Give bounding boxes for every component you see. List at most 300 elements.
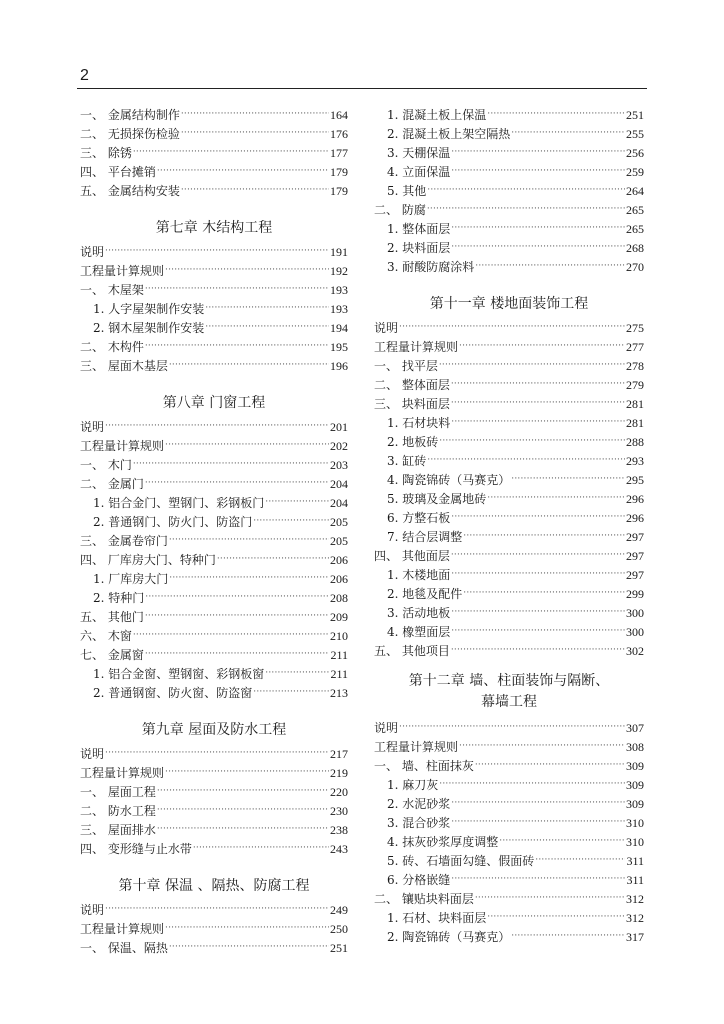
toc-entry-title: 一、 墙、柱面抹灰: [374, 759, 474, 773]
dot-leader: [511, 473, 625, 485]
dot-leader: [145, 477, 329, 489]
toc-entry: [374, 142, 644, 161]
toc-entry-page: 191: [330, 245, 348, 259]
dot-leader: [169, 941, 329, 953]
toc-entry: [374, 831, 644, 850]
toc-entry-title: 2. 普通钢窗、防火窗、防盗窗: [93, 686, 253, 700]
toc-entry-page: 297: [626, 549, 644, 563]
toc-entry-page: 206: [330, 553, 348, 567]
toc-entry-page: 293: [626, 454, 644, 468]
toc-entry-title: 一、 找平层: [374, 359, 438, 373]
toc-entry-page: 201: [330, 420, 348, 434]
toc-entry-title: 五、 其他门: [80, 610, 144, 624]
toc-entry: [374, 374, 644, 393]
toc-entry: [374, 621, 644, 640]
dot-leader: [427, 203, 625, 215]
toc-entry-title: 2. 水泥砂浆: [387, 797, 451, 811]
toc-entry-title: 5. 砖、石墙面勾缝、假面砖: [387, 854, 535, 868]
toc-entry: [374, 256, 644, 275]
toc-entry: [80, 511, 348, 530]
toc-entry: [374, 317, 644, 336]
toc-entry-title: 说明: [80, 903, 105, 917]
toc-entry: [80, 142, 348, 161]
toc-entry-title: 三、 屋面木基层: [80, 359, 168, 373]
dot-leader: [399, 721, 625, 733]
toc-entry-page: 296: [626, 492, 644, 506]
toc-entry-page: 300: [626, 625, 644, 639]
toc-entry: [80, 663, 348, 682]
toc-entry-title: 1. 石材、块料面层: [387, 911, 487, 925]
chapter-heading: [374, 671, 644, 717]
toc-block: [80, 416, 348, 701]
toc-entry: [374, 507, 644, 526]
dot-leader: [181, 108, 329, 120]
toc-entry-page: 300: [626, 606, 644, 620]
toc-entry: [80, 838, 348, 857]
dot-leader: [427, 184, 625, 196]
toc-entry-title: 四、 其他面层: [374, 549, 450, 563]
toc-entry-title: 1. 整体面层: [387, 222, 451, 236]
dot-leader: [535, 854, 625, 866]
toc-entry-title: 2. 混凝土板上架空隔热: [387, 127, 511, 141]
dot-leader: [511, 930, 625, 942]
toc-block: [80, 899, 348, 956]
chapter-heading: 第七章 木结构工程: [155, 220, 273, 236]
toc-entry-page: 270: [626, 260, 644, 274]
toc-entry: [80, 937, 348, 956]
toc-entry-page: 309: [626, 797, 644, 811]
toc-entry: [374, 640, 644, 659]
toc-entry-title: 说明: [80, 245, 105, 259]
toc-block: [374, 104, 644, 275]
toc-entry: [374, 412, 644, 431]
toc-entry-title: 4. 橡塑面层: [387, 625, 451, 639]
toc-entry: [80, 298, 348, 317]
toc-entry: [80, 416, 348, 435]
toc-entry-page: 302: [626, 644, 644, 658]
toc-entry-title: 4. 抹灰砂浆厚度调整: [387, 835, 499, 849]
dot-leader: [451, 816, 625, 828]
toc-entry-page: 249: [330, 903, 348, 917]
toc-entry-page: 281: [626, 397, 644, 411]
toc-left-column: [80, 104, 348, 956]
toc-entry-page: 256: [626, 146, 644, 160]
toc-entry-title: 二、 无损探伤检验: [80, 127, 180, 141]
dot-leader: [439, 359, 625, 371]
dot-leader: [169, 359, 329, 371]
dot-leader: [157, 165, 329, 177]
toc-entry: [80, 180, 348, 199]
toc-entry-title: 1. 石材块料: [387, 416, 451, 430]
toc-entry-page: 265: [626, 222, 644, 236]
toc-entry-page: 250: [330, 922, 348, 936]
dot-leader: [475, 892, 625, 904]
toc-entry-title: 1. 混凝土板上保温: [387, 108, 487, 122]
dot-leader: [487, 911, 625, 923]
toc-entry: [80, 800, 348, 819]
toc-entry: [374, 393, 644, 412]
dot-leader: [157, 823, 329, 835]
toc-entry-page: 211: [330, 667, 348, 681]
toc-entry-title: 1. 厂库房大门: [93, 572, 169, 586]
dot-leader: [165, 264, 329, 276]
dot-leader: [181, 127, 329, 139]
toc-entry-title: 5. 玻璃及金属地砖: [387, 492, 487, 506]
toc-entry-title: 工程量计算规则: [80, 922, 165, 936]
dot-leader: [165, 439, 329, 451]
dot-leader: [451, 797, 625, 809]
toc-entry: [374, 123, 644, 142]
toc-entry-page: 295: [626, 473, 644, 487]
dot-leader: [133, 458, 329, 470]
toc-entry-title: 二、 金属门: [80, 477, 144, 491]
toc-entry-title: 五、 金属结构安装: [80, 184, 180, 198]
toc-entry-page: 251: [330, 941, 348, 955]
toc-entry: [80, 530, 348, 549]
dot-leader: [145, 283, 329, 295]
toc-entry: [374, 850, 644, 869]
toc-entry: [374, 583, 644, 602]
toc-entry-page: 164: [330, 108, 348, 122]
toc-entry-page: 309: [626, 778, 644, 792]
dot-leader: [451, 873, 625, 885]
toc-entry-page: 288: [626, 435, 644, 449]
toc-entry: [374, 237, 644, 256]
toc-entry-page: 208: [330, 591, 348, 605]
header-rule: [77, 88, 647, 89]
dot-leader: [511, 127, 625, 139]
toc-entry-page: 219: [330, 766, 348, 780]
toc-block: [80, 241, 348, 374]
toc-entry: [374, 774, 644, 793]
toc-entry-page: 281: [626, 416, 644, 430]
toc-entry: [374, 545, 644, 564]
toc-entry-page: 277: [626, 340, 644, 354]
dot-leader: [459, 340, 625, 352]
toc-entry: [80, 606, 348, 625]
dot-leader: [451, 568, 625, 580]
toc-entry-page: 213: [330, 686, 348, 700]
dot-leader: [451, 222, 625, 234]
dot-leader: [439, 778, 625, 790]
dot-leader: [253, 686, 329, 698]
dot-leader: [105, 747, 329, 759]
dot-leader: [193, 842, 329, 854]
toc-entry-title: 一、 木屋架: [80, 283, 144, 297]
toc-entry-title: 7. 结合层调整: [387, 530, 463, 544]
toc-entry-title: 六、 木窗: [80, 629, 132, 643]
toc-entry-page: 268: [626, 241, 644, 255]
toc-entry: [80, 899, 348, 918]
toc-entry-page: 312: [626, 911, 644, 925]
dot-leader: [451, 511, 625, 523]
toc-entry-page: 209: [330, 610, 348, 624]
toc-entry-page: 203: [330, 458, 348, 472]
toc-entry: [374, 355, 644, 374]
toc-entry-title: 6. 分格嵌缝: [387, 873, 451, 887]
chapter-heading-line: 第十二章 墙、柱面装饰与隔断、: [408, 673, 610, 689]
toc-entry-page: 192: [330, 264, 348, 278]
chapter-heading: 第十章 保温 、隔热、防腐工程: [118, 878, 310, 894]
toc-block: [374, 317, 644, 659]
toc-entry-title: 5. 其他: [387, 184, 427, 198]
chapter-heading-line: 幕墙工程: [481, 694, 537, 710]
dot-leader: [427, 454, 625, 466]
toc-entry-title: 2. 地毯及配件: [387, 587, 463, 601]
toc-entry-title: 6. 方整石板: [387, 511, 451, 525]
toc-entry-title: 说明: [80, 420, 105, 434]
toc-entry-title: 四、 厂库房大门、特种门: [80, 553, 216, 567]
toc-entry: [374, 736, 644, 755]
toc-entry-title: 二、 防腐: [374, 203, 426, 217]
toc-entry-page: 193: [330, 302, 348, 316]
dot-leader: [451, 146, 625, 158]
toc-entry-title: 4. 立面保温: [387, 165, 451, 179]
dot-leader: [217, 553, 329, 565]
toc-entry-page: 259: [626, 165, 644, 179]
toc-entry-page: 177: [330, 146, 348, 160]
toc-entry: [374, 564, 644, 583]
toc-entry: [374, 926, 644, 945]
dot-leader: [145, 340, 329, 352]
toc-entry-title: 二、 防水工程: [80, 804, 156, 818]
toc-entry-page: 205: [330, 534, 348, 548]
toc-entry-page: 179: [330, 184, 348, 198]
toc-entry: [80, 644, 348, 663]
toc-entry-page: 195: [330, 340, 348, 354]
toc-entry-title: 工程量计算规则: [80, 264, 165, 278]
toc-entry-title: 3. 混合砂浆: [387, 816, 451, 830]
toc-entry-title: 2. 块料面层: [387, 241, 451, 255]
dot-leader: [157, 785, 329, 797]
toc-entry-page: 297: [626, 568, 644, 582]
toc-entry-page: 279: [626, 378, 644, 392]
dot-leader: [451, 378, 625, 390]
toc-entry-title: 2. 陶瓷锦砖（马赛克）: [387, 930, 511, 944]
toc-entry-title: 三、 除锈: [80, 146, 132, 160]
toc-entry-title: 工程量计算规则: [80, 766, 165, 780]
toc-entry-title: 二、 整体面层: [374, 378, 450, 392]
toc-entry-page: 206: [330, 572, 348, 586]
toc-entry-title: 二、 镶贴块料面层: [374, 892, 474, 906]
dot-leader: [145, 610, 329, 622]
toc-entry-page: 309: [626, 759, 644, 773]
toc-entry-title: 1. 麻刀灰: [387, 778, 439, 792]
toc-entry-title: 2. 特种门: [93, 591, 145, 605]
toc-entry-page: 210: [330, 629, 348, 643]
toc-entry-title: 3. 耐酸防腐涂料: [387, 260, 475, 274]
toc-entry: [374, 488, 644, 507]
toc-entry: [80, 682, 348, 701]
dot-leader: [451, 416, 625, 428]
toc-entry: [374, 526, 644, 545]
toc-entry: [80, 260, 348, 279]
toc-entry-title: 一、 木门: [80, 458, 132, 472]
toc-entry: [80, 625, 348, 644]
dot-leader: [463, 530, 625, 542]
dot-leader: [439, 435, 625, 447]
toc-entry-page: 317: [626, 930, 644, 944]
dot-leader: [165, 922, 329, 934]
dot-leader: [451, 397, 625, 409]
toc-entry-page: 299: [626, 587, 644, 601]
toc-entry-title: 一、 屋面工程: [80, 785, 156, 799]
dot-leader: [145, 591, 329, 603]
dot-leader: [205, 302, 329, 314]
toc-entry: [80, 279, 348, 298]
dot-leader: [451, 241, 625, 253]
toc-entry: [80, 568, 348, 587]
toc-entry-title: 四、 变形缝与止水带: [80, 842, 192, 856]
toc-entry-title: 3. 活动地板: [387, 606, 451, 620]
toc-entry: [80, 317, 348, 336]
toc-entry-page: 193: [330, 283, 348, 297]
toc-entry-page: 251: [626, 108, 644, 122]
toc-entry: [374, 907, 644, 926]
toc-entry: [80, 123, 348, 142]
toc-entry-page: 296: [626, 511, 644, 525]
dot-leader: [181, 184, 329, 196]
dot-leader: [499, 835, 625, 847]
toc-entry-title: 4. 陶瓷锦砖（马赛克）: [387, 473, 511, 487]
toc-entry-page: 243: [330, 842, 348, 856]
toc-entry-page: 211: [330, 648, 348, 662]
dot-leader: [105, 245, 329, 257]
toc-entry-page: 196: [330, 359, 348, 373]
toc-entry-page: 205: [330, 515, 348, 529]
toc-entry-title: 1. 铝合金门、塑钢门、彩钢板门: [93, 496, 265, 510]
toc-block: [374, 717, 644, 945]
dot-leader: [145, 648, 330, 660]
toc-entry-title: 工程量计算规则: [374, 340, 459, 354]
dot-leader: [169, 534, 329, 546]
dot-leader: [133, 629, 329, 641]
toc-entry: [80, 781, 348, 800]
dot-leader: [459, 740, 625, 752]
toc-entry-title: 1. 木楼地面: [387, 568, 451, 582]
toc-entry: [374, 812, 644, 831]
toc-entry: [374, 431, 644, 450]
toc-entry-title: 工程量计算规则: [80, 439, 165, 453]
toc-entry: [80, 819, 348, 838]
dot-leader: [105, 420, 329, 432]
toc-entry-page: 275: [626, 321, 644, 335]
toc-entry: [374, 888, 644, 907]
toc-entry: [374, 755, 644, 774]
toc-entry: [374, 793, 644, 812]
toc-entry-title: 三、 金属卷帘门: [80, 534, 168, 548]
toc-entry-page: 220: [330, 785, 348, 799]
toc-entry-title: 说明: [374, 721, 399, 735]
dot-leader: [265, 667, 329, 679]
toc-entry-title: 2. 普通钢门、防火门、防盗门: [93, 515, 253, 529]
toc-entry-title: 1. 铝合金窗、塑钢窗、彩钢板窗: [93, 667, 265, 681]
toc-entry: [80, 355, 348, 374]
chapter-heading: 第八章 门窗工程: [162, 395, 266, 411]
dot-leader: [451, 625, 625, 637]
toc-entry-page: 217: [330, 747, 348, 761]
toc-entry-page: 265: [626, 203, 644, 217]
toc-entry: [374, 717, 644, 736]
toc-entry-page: 297: [626, 530, 644, 544]
toc-entry-title: 工程量计算规则: [374, 740, 459, 754]
toc-entry-page: 204: [330, 496, 348, 510]
toc-entry-page: 202: [330, 439, 348, 453]
dot-leader: [463, 587, 625, 599]
toc-entry-title: 一、 保温、隔热: [80, 941, 168, 955]
toc-entry-page: 278: [626, 359, 644, 373]
toc-entry: [374, 450, 644, 469]
dot-leader: [487, 108, 625, 120]
toc-entry-title: 说明: [374, 321, 399, 335]
dot-leader: [451, 606, 625, 618]
toc-entry-title: 2. 钢木屋架制作安装: [93, 321, 205, 335]
toc-entry-page: 204: [330, 477, 348, 491]
toc-entry-page: 264: [626, 184, 644, 198]
toc-entry: [374, 869, 644, 888]
dot-leader: [133, 146, 329, 158]
page-number: 2: [80, 67, 89, 84]
toc-entry: [374, 180, 644, 199]
toc-entry: [80, 549, 348, 568]
toc-entry-page: 307: [626, 721, 644, 735]
toc-entry: [374, 336, 644, 355]
toc-entry: [80, 492, 348, 511]
toc-right-column: [374, 104, 644, 945]
toc-entry-page: 311: [626, 854, 644, 868]
toc-entry: [374, 469, 644, 488]
toc-entry: [80, 104, 348, 123]
toc-entry: [80, 587, 348, 606]
toc-entry-page: 310: [626, 816, 644, 830]
toc-entry-page: 255: [626, 127, 644, 141]
toc-entry: [80, 918, 348, 937]
toc-entry-title: 三、 屋面排水: [80, 823, 156, 837]
dot-leader: [169, 572, 329, 584]
toc-entry-title: 3. 缸砖: [387, 454, 427, 468]
toc-entry-title: 1. 人字屋架制作安装: [93, 302, 205, 316]
dot-leader: [451, 549, 625, 561]
toc-entry: [374, 199, 644, 218]
toc-entry: [374, 218, 644, 237]
toc-entry-title: 七、 金属窗: [80, 648, 144, 662]
toc-entry: [80, 161, 348, 180]
toc-entry: [80, 454, 348, 473]
toc-entry: [80, 473, 348, 492]
toc-entry-title: 3. 天棚保温: [387, 146, 451, 160]
toc-entry-title: 说明: [80, 747, 105, 761]
dot-leader: [451, 644, 625, 656]
dot-leader: [165, 766, 329, 778]
chapter-heading: 第九章 屋面及防水工程: [141, 722, 287, 738]
toc-entry: [80, 743, 348, 762]
chapter-heading: 第十一章 楼地面装饰工程: [429, 296, 589, 312]
dot-leader: [475, 759, 625, 771]
toc-block: [80, 104, 348, 199]
toc-entry-page: 176: [330, 127, 348, 141]
toc-block: [80, 743, 348, 857]
dot-leader: [253, 515, 329, 527]
toc-entry-page: 311: [626, 873, 644, 887]
dot-leader: [399, 321, 625, 333]
toc-entry-page: 310: [626, 835, 644, 849]
toc-entry-title: 五、 其他项目: [374, 644, 450, 658]
toc-entry-page: 308: [626, 740, 644, 754]
toc-entry-title: 二、 木构件: [80, 340, 144, 354]
toc-entry: [374, 104, 644, 123]
toc-entry-title: 三、 块料面层: [374, 397, 450, 411]
toc-entry: [80, 435, 348, 454]
